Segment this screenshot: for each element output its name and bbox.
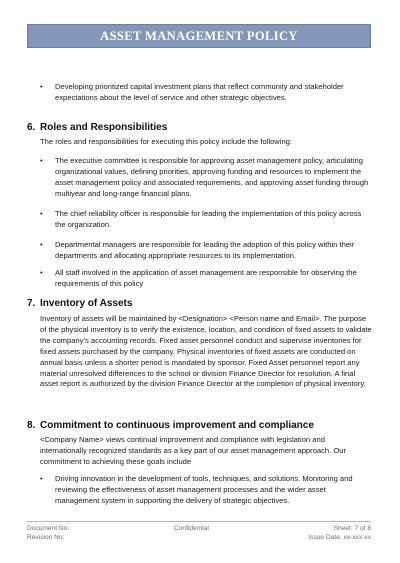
bullet-icon: • <box>40 82 43 91</box>
document-title: ASSET MANAGEMENT POLICY <box>100 28 298 43</box>
bullet-icon: • <box>40 209 43 218</box>
list-item-text: Driving innovation in the development of tools, techniques, and solutions. Monitoring and reviewing the effectiveness of asset management processes and the wider asset management system in supporting the delivery of strategic objectives. <box>55 474 353 505</box>
section-heading <box>27 122 167 134</box>
section-number: 6. <box>27 122 36 133</box>
bullet-icon: • <box>40 474 43 483</box>
list-item-text: All staff involved in the application of asset management are responsible for observing the requirements of this policy <box>55 268 357 288</box>
footer-sheet: Sheet: 7 of 8 <box>333 525 371 532</box>
list-item <box>40 82 370 104</box>
section-intro: The roles and responsibilities for executing this policy include the following: <box>40 137 292 146</box>
section-title: Roles and Responsibilities <box>40 122 168 133</box>
title-banner <box>27 24 371 48</box>
footer-document-no: Document No: <box>27 525 70 532</box>
list-item <box>40 268 370 290</box>
section-heading <box>27 298 132 310</box>
section-body: Inventory of assets will be maintained by <Designation> <Person name and Email>. The purpose of the physical inventory is to verify the existence, location, and condition of fixed assets to validate the company’s accounting records. Fixed asset personnel conduct and supervise inventories for fixed assets purchased by the company. Physical inventories of fixed assets are conducted on annual basis unless a shorter period is mandated by sponsor. Fixed Asset personnel report any material unresolved differences to the school or division Finance Director for resolution. A final asset report is authorized by the division Finance Director at the completion of physical inventory. <box>40 314 372 389</box>
bullet-icon: • <box>40 268 43 277</box>
list-item <box>40 209 370 231</box>
section-number: 7. <box>27 298 36 309</box>
section-body: <Company Name> views continual improvement and compliance with legislation and internationally recognized standards as a key part of our asset management approach. Our commitment to achieving these goals include <box>40 435 347 466</box>
list-item-text: The executive committee is responsible for approving asset management policy, articulating organizational values, defining priorities, approving funding and resources to implement the asset management policy and associated requirements, and approving asset funding through multiyear and long-range financial plans. <box>55 156 369 198</box>
bullet-icon: • <box>40 156 43 165</box>
footer-classification: Confidential <box>174 525 209 532</box>
footer-issue-date: Issue Date: xx-xxx-xx <box>308 534 371 541</box>
list-item <box>40 156 370 200</box>
footer-revision-no: Revision No: <box>27 534 65 541</box>
footer-divider <box>27 521 371 522</box>
list-item-text: The chief reliability officer is responsible for leading the implementation of this policy across the organization. <box>55 209 362 229</box>
list-item-text: Developing prioritized capital investment plans that reflect community and stakeholder expectations about the level of service and other strategic objectives. <box>55 82 344 102</box>
list-item <box>40 240 370 262</box>
section-title: Inventory of Assets <box>40 298 133 309</box>
list-item <box>40 474 370 507</box>
bullet-icon: • <box>40 240 43 249</box>
list-item-text: Departmental managers are responsible for leading the adoption of this policy within their departments and allocating appropriate resources to its implementation. <box>55 240 355 260</box>
section-heading <box>27 420 314 432</box>
section-title: Commitment to continuous improvement and compliance <box>40 420 314 431</box>
section-number: 8. <box>27 420 36 431</box>
